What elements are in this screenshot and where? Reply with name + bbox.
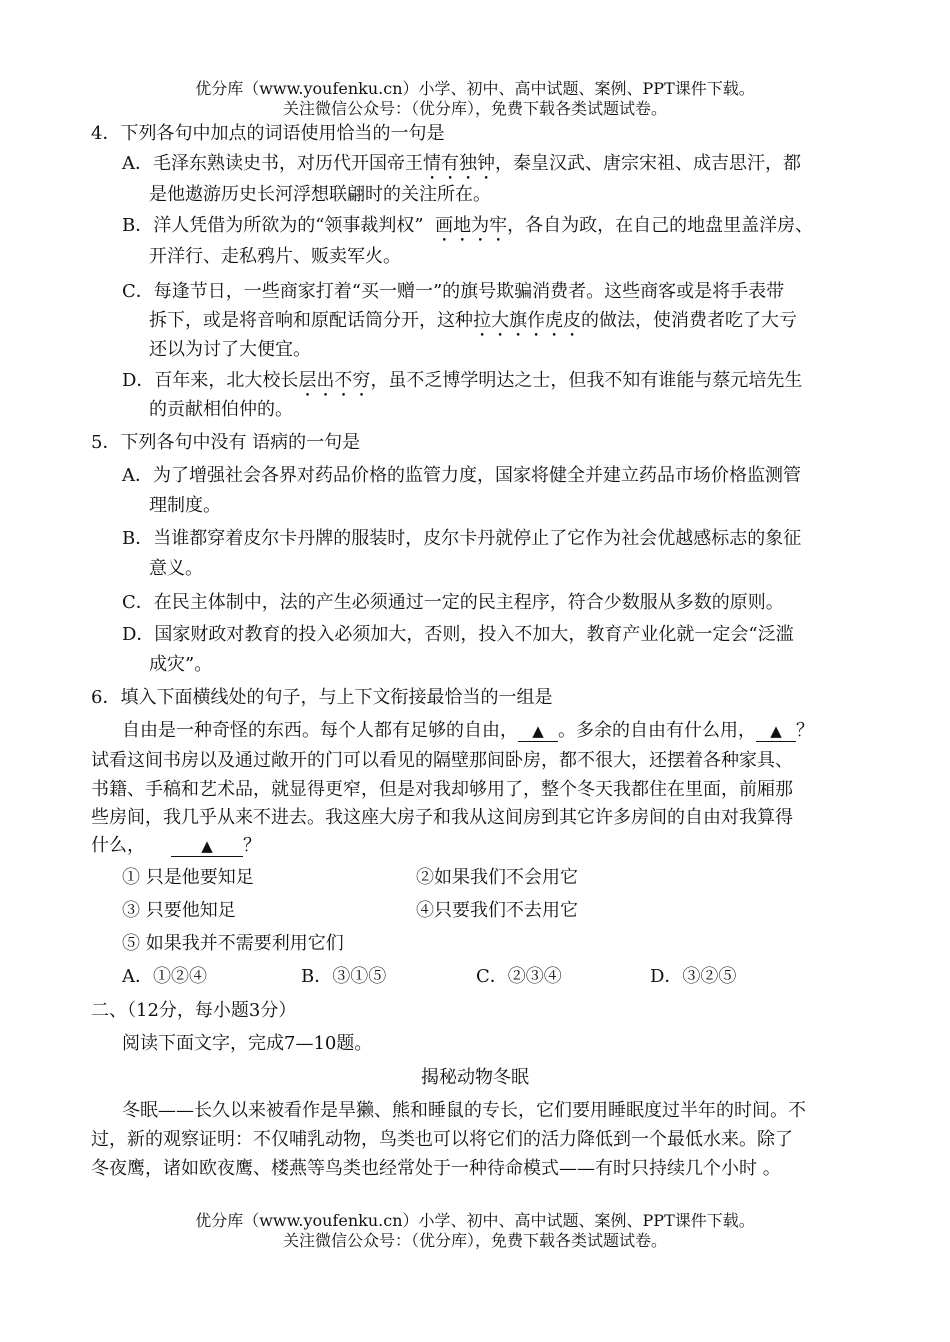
q6-answer-a: A．①②④ xyxy=(122,966,207,987)
passage-title: 揭秘动物冬眠 xyxy=(421,1067,529,1088)
q4-option-b-line-1: B．洋人凭借为所欲为的“领事裁判权” 画地为牢，各自为政，在自己的地盘里盖洋房、 xyxy=(122,215,814,236)
passage-line-2: 过，新的观察证明：不仅哺乳动物，鸟类也可以将它们的活力降低到一个最低水来。除了 xyxy=(91,1129,793,1150)
q4-a-emphasized-phrase: 情有独钟 xyxy=(423,153,495,174)
q5-option-d-line-1: D．国家财政对教育的投入必须加大，否则，投入不加大，教育产业化就一定会“泛滥 xyxy=(122,624,794,645)
q6-choice-3: ③ 只要他知足 xyxy=(122,900,236,921)
header-line-1: 优分库（www.youfenku.cn）小学、初中、高中试题、案例、PPT课件下载。 xyxy=(195,79,755,98)
q5-option-a-line-1: A．为了增强社会各界对药品价格的监管力度，国家将健全并建立药品市场价格监测管 xyxy=(122,465,801,486)
passage-line-3: 冬夜鹰，诸如欧夜鹰、楼燕等鸟类也经常处于一种待命模式——有时只持续几个小时 。 xyxy=(91,1158,781,1179)
q6-passage-line-4: 些房间，我几乎从来不进去。我这座大房子和我从这间房到其它许多房间的自由对我算得 xyxy=(91,807,793,828)
q4-option-a-line-2: 是他遨游历史长河浮想联翩时的关注所在。 xyxy=(149,184,491,205)
q6-answer-c: C．②③④ xyxy=(476,966,562,987)
q5-option-d-line-2: 成灾”。 xyxy=(149,654,213,675)
q6-choice-2: ②如果我们不会用它 xyxy=(416,867,578,888)
q5-option-b-line-1: B．当谁都穿着皮尔卡丹牌的服装时，皮尔卡丹就停止了它作为社会优越感标志的象征 xyxy=(122,528,802,549)
q4-option-c-line-2: 拆下，或是将音响和原配话筒分开，这种拉大旗作虎皮的做法，使消费者吃了大亏 xyxy=(149,310,797,331)
q6-choice-5: ⑤ 如果我并不需要利用它们 xyxy=(122,933,344,954)
q5-stem: 5．下列各句中没有 语病的一句是 xyxy=(91,432,361,453)
q4-d-emphasized-phrase: 层出不穷 xyxy=(298,370,371,391)
section-2-heading: 二、（12分，每小题3分） xyxy=(91,1000,297,1021)
q6-choice-1: ① 只是他要知足 xyxy=(122,867,254,888)
q6-blank-2: ▲ xyxy=(756,721,796,742)
section-2-intro: 阅读下面文字，完成7—10题。 xyxy=(122,1033,373,1054)
q6-passage-line-5: 什么， ▲ ？ xyxy=(91,835,261,856)
q6-passage-line-1: 自由是一种奇怪的东西。每个人都有足够的自由， ▲ 。多余的自由有什么用， ▲ ？ xyxy=(122,720,814,741)
footer-line-2: 关注微信公众号：（优分库），免费下载各类试题试卷。 xyxy=(282,1231,667,1250)
q4-option-d-line-2: 的贡献相伯仲的。 xyxy=(149,399,293,420)
q6-answer-b: B．③①⑤ xyxy=(301,966,387,987)
passage-line-1: 冬眠——长久以来被看作是旱獭、熊和睡鼠的专长，它们要用睡眠度过半年的时间。不 xyxy=(122,1100,806,1121)
q4-c-emphasized-phrase: 拉大旗作虎皮 xyxy=(473,310,581,331)
footer-line-1: 优分库（www.youfenku.cn）小学、初中、高中试题、案例、PPT课件下载。 xyxy=(195,1211,755,1230)
q5-option-c-line-1: C．在民主体制中，法的产生必须通过一定的民主程序，符合少数服从多数的原则。 xyxy=(122,592,784,613)
q4-option-d-line-1: D．百年来，北大校长层出不穷，虽不乏博学明达之士，但我不知有谁能与蔡元培先生 xyxy=(122,370,803,391)
q4-option-b-line-2: 开洋行、走私鸦片、贩卖军火。 xyxy=(149,246,401,267)
q6-passage-line-2: 试看这间书房以及通过敞开的门可以看见的隔壁那间卧房，都不很大，还摆着各种家具、 xyxy=(91,750,793,771)
q5-option-b-line-2: 意义。 xyxy=(149,558,203,579)
q6-blank-1: ▲ xyxy=(518,721,558,742)
q6-answer-d: D．③②⑤ xyxy=(650,966,737,987)
q4-option-a-line-1: A．毛泽东熟读史书，对历代开国帝王情有独钟，秦皇汉武、唐宗宋祖、成吉思汗，都 xyxy=(122,153,801,174)
q4-b-emphasized-phrase: 画地为牢 xyxy=(435,215,508,236)
q4-stem: 4．下列各句中加点的词语使用恰当的一句是 xyxy=(91,123,445,144)
q4-option-c-line-3: 还以为讨了大便宜。 xyxy=(149,339,311,360)
q4-option-c-line-1: C．每逢节日，一些商家打着“买一赠一”的旗号欺骗消费者。这些商客或是将手表带 xyxy=(122,281,785,302)
q5-option-a-line-2: 理制度。 xyxy=(149,495,221,516)
q6-passage-line-3: 书籍、手稿和艺术品，就显得更窄，但是对我却够用了，整个冬天我都住在里面，前厢那 xyxy=(91,779,793,800)
header-line-2: 关注微信公众号：（优分库），免费下载各类试题试卷。 xyxy=(282,99,667,118)
q6-blank-3: ▲ xyxy=(171,836,243,857)
q6-stem: 6．填入下面横线处的句子，与上下文衔接最恰当的一组是 xyxy=(91,687,553,708)
q6-choice-4: ④只要我们不去用它 xyxy=(416,900,578,921)
